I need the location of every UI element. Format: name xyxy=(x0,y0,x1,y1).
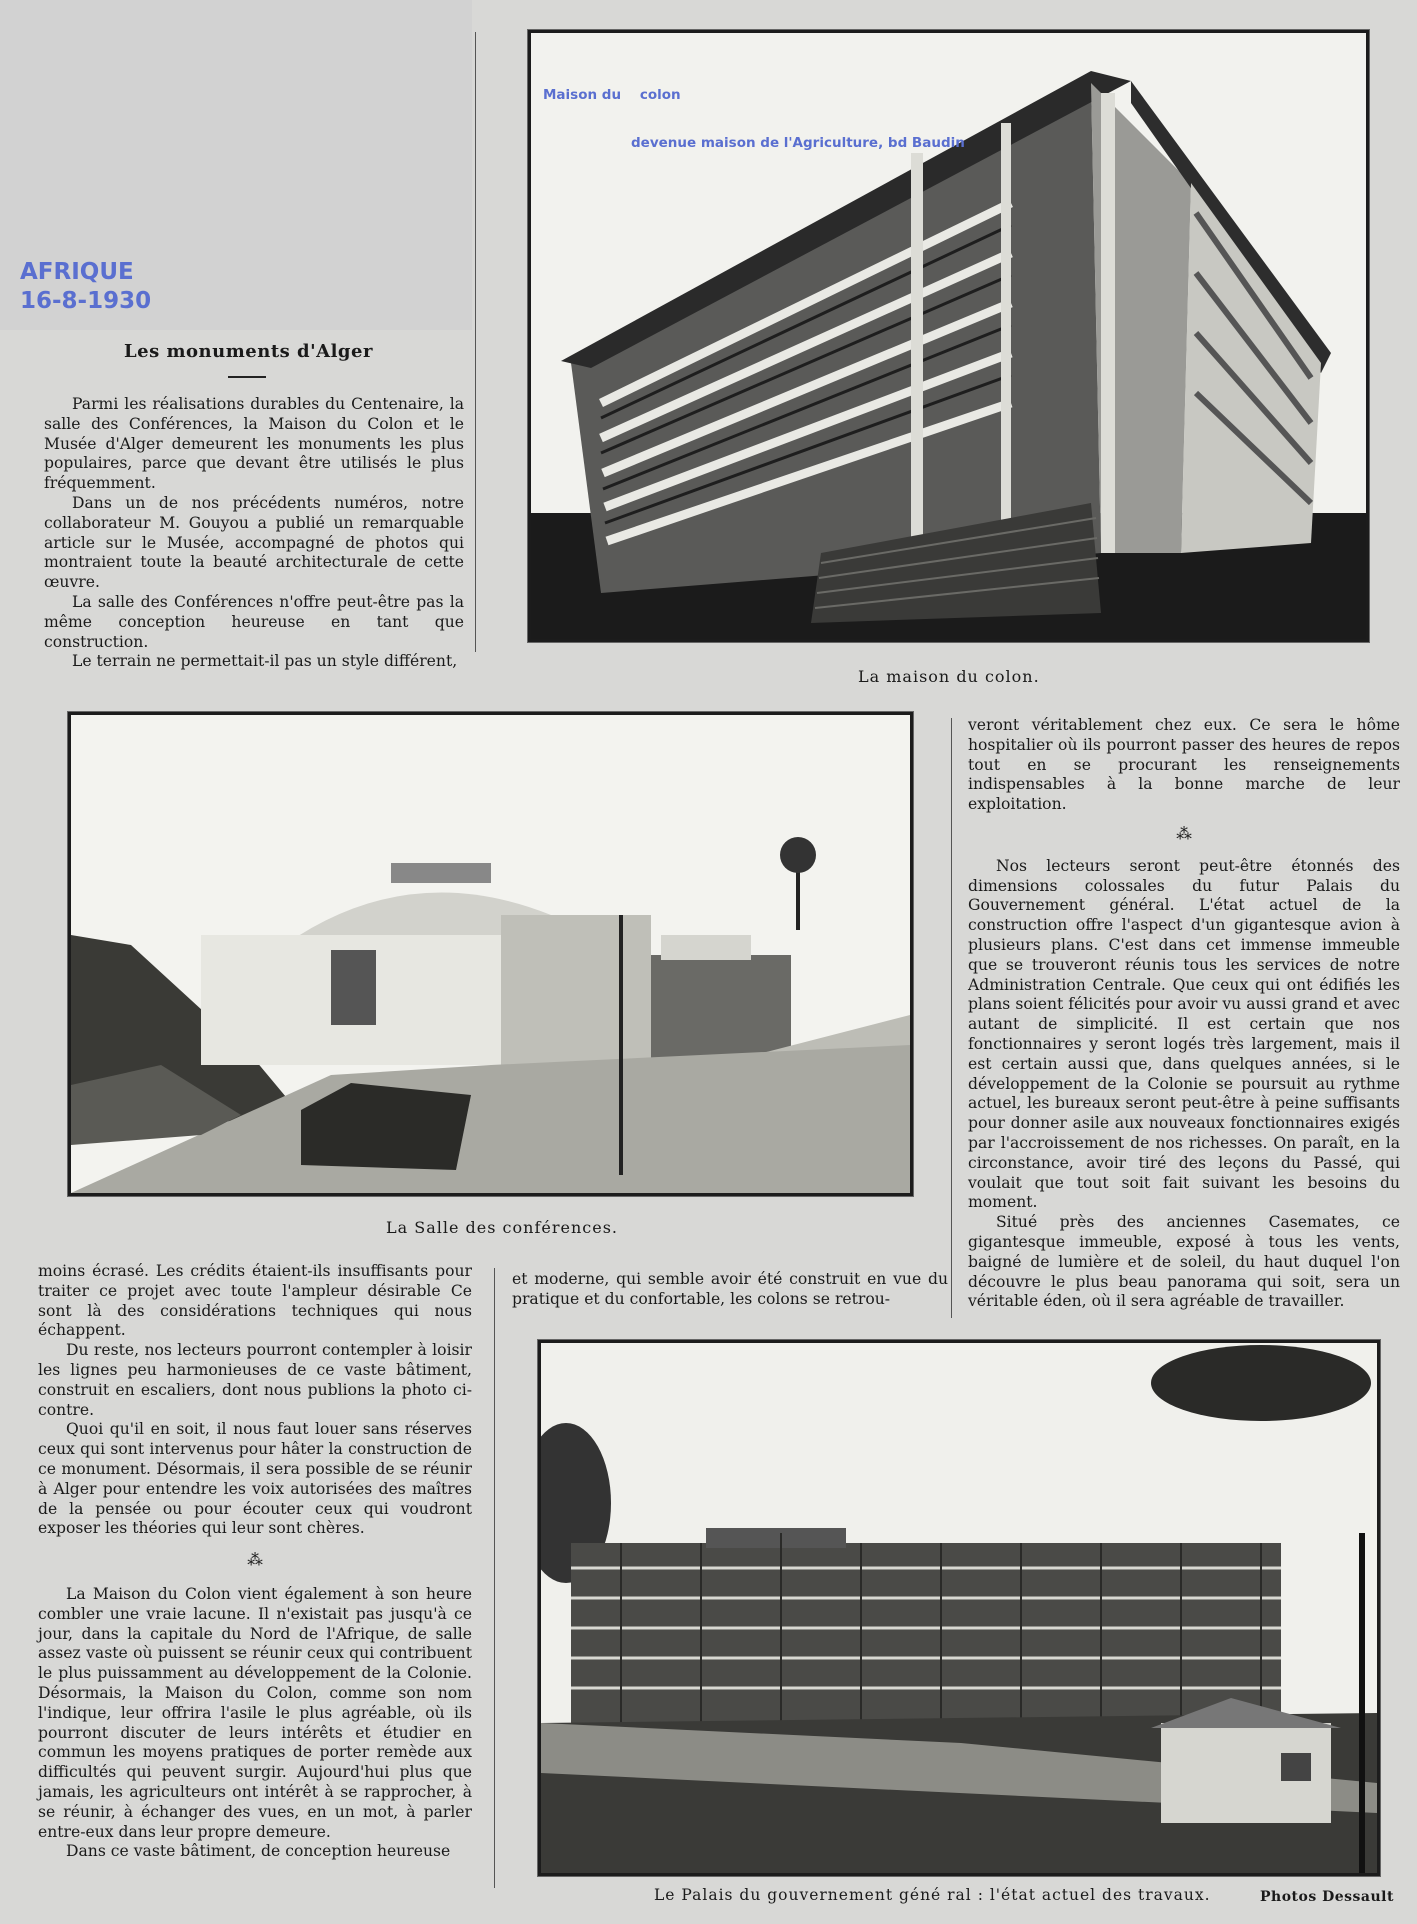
paragraph: Dans un de nos précédents numéros, notre collaborateur M. Gouyou a publié un remarquable article sur le Musée, accompagné de photos qui montraient toute la beauté architecturale de cette œuvre. xyxy=(44,493,464,592)
paragraph: Quoi qu'il en soit, il nous faut louer sans réserves ceux qui sont intervenus pour hâter la construction de ce monument. Désormais, il sera possible de se réunir à Alger pour entendre les voix autorisées des maîtres de la pensée ou pour écouter ceux qui voudront exposer les théories qui leur sont chères. xyxy=(38,1420,472,1538)
photo-palais-du-gouvernement xyxy=(538,1340,1380,1876)
photo-maison-du-colon xyxy=(528,30,1369,642)
caption-maison: La maison du colon. xyxy=(858,667,1040,686)
caption-palais: Le Palais du gouvernement géné ral : l'état actuel des travaux. xyxy=(654,1886,1211,1904)
paragraph: La Maison du Colon vient également à son heure combler une vraie lacune. Il n'existait pas jusqu'à ce jour, dans la capitale du Nord de l'Afrique, de salle assez vaste où puissent se réunir ceux qui contribuent le plus puissamment au développement de la Colonie. Désormais, la Maison du Colon, comme son nom l'indique, leur offrira l'asile le plus agréable, où ils pourront discuter de leurs intérêts et étudier en commun les moyens pratiques de porter remède aux difficultés qui peuvent surgir. Aujourd'hui plus que jamais, les agriculteurs ont intérêt à se rapprocher, à se réunir, à échanger des vues, en un mot, à parler entre-eux dans leur propre demeure. xyxy=(38,1584,472,1841)
paragraph: et moderne, qui semble avoir été construit en vue du pratique et du confortable, les colons se retrou- xyxy=(512,1270,948,1308)
paragraph: Du reste, nos lecteurs pourront contempler à loisir les lignes peu harmonieuses de ce vaste bâtiment, construit en escaliers, dont nous publions la photo ci-contre. xyxy=(38,1341,472,1419)
column-1-top xyxy=(44,395,464,672)
paragraph: Parmi les réalisations durables du Centenaire, la salle des Conférences, la Maison du Colon et le Musée d'Alger demeurent les monuments les plus populaires, parce que devant être utilisés le plus fréquemment. xyxy=(44,395,464,493)
column-2-bottom xyxy=(512,1270,948,1310)
paragraph: moins écrasé. Les crédits étaient-ils insuffisants pour traiter ce projet avec toute l'ampleur désirable Ce sont là des considérations techniques qui nous échappent. xyxy=(38,1262,472,1340)
photo-credit: Photos Dessault xyxy=(1260,1889,1394,1905)
paragraph: La salle des Conférences n'offre peut-être pas la même conception heureuse en tant que construction. xyxy=(44,592,464,651)
caption-salle: La Salle des conférences. xyxy=(386,1218,618,1237)
source-tag xyxy=(20,258,151,316)
paragraph: Le terrain ne permettait-il pas un style différent, xyxy=(72,652,458,671)
column-1-bottom xyxy=(38,1262,472,1862)
paragraph: Dans ce vaste bâtiment, de conception heureuse xyxy=(66,1842,451,1861)
title-rule xyxy=(228,376,266,378)
photo-note-line1: Maison du colon xyxy=(543,87,681,103)
paragraph: Nos lecteurs seront peut-être étonnés des dimensions colossales du futur Palais du Gouvernement général. L'état actuel de la construction offre l'aspect d'un gigantesque avion à plusieurs plans. C'est dans cet immense immeuble que se trouveront réunis tous les services de notre Administration Centrale. Que ceux qui ont édifiés les plans soient félicités pour avoir vu aussi grand et avec autant de simplicité. Il est certain que nos fonctionnaires y seront logés très largement, mais il est certain aussi que, dans quelques années, si le développement de la Colonie se poursuit au rythme actuel, les bureaux seront peut-être à peine suffisants pour donner asile aux nouveaux fonctionnaires exigés par l'accroissement de nos richesses. On paraît, en la circonstance, avoir tiré des leçons du Passé, qui voulait que tout soit fait suivant les besoins du moment. xyxy=(968,856,1400,1212)
photo-salle-des-conferences xyxy=(68,712,913,1196)
section-separator: ⁂ xyxy=(247,1551,263,1570)
paragraph: Situé près des anciennes Casemates, ce gigantesque immeuble, exposé à tous les vents, baigné de lumière et de soleil, du haut duquel l'on découvre le plus beau panorama qui soit, sera un véritable éden, où il sera agréable de travailler. xyxy=(968,1213,1400,1311)
column-rule xyxy=(951,718,952,1318)
hall-image xyxy=(71,715,910,1193)
column-rule xyxy=(494,1268,495,1888)
source-date: 16-8-1930 xyxy=(20,288,152,314)
source-publication: AFRIQUE xyxy=(20,259,134,285)
article-title: Les monuments d'Alger xyxy=(124,341,373,362)
paragraph: veront véritablement chez eux. Ce sera le hôme hospitalier où ils pourront passer des heures de repos tout en se procurant les renseignements indispensables à la bonne marche de leur exploitation. xyxy=(968,716,1400,814)
column-3 xyxy=(968,716,1400,1312)
column-rule xyxy=(475,32,476,652)
photo-note xyxy=(543,55,965,183)
construction-image xyxy=(541,1343,1377,1873)
section-separator: ⁂ xyxy=(1176,824,1192,843)
photo-note-line2: devenue maison de l'Agriculture, bd Baudin xyxy=(631,135,965,151)
